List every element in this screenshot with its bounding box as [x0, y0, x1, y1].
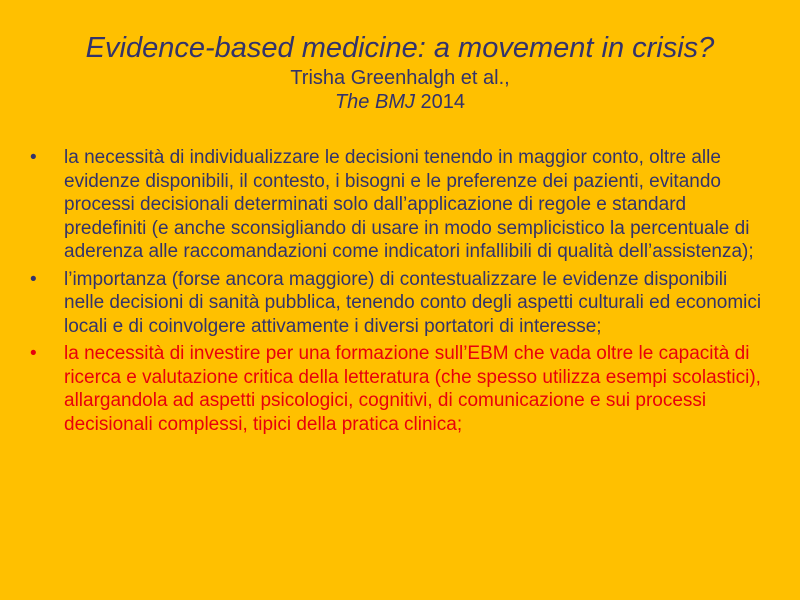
bullet-icon: •: [30, 343, 37, 364]
bullet-text: la necessità di individualizzare le decisioni tenendo in maggior conto, oltre alle evidenze disponibili, il contesto, i bisogni e le preferenze dei pazienti, evitando processi decisionali determinati solo dall’applicazione di regole e standard predefiniti (e anche sconsigliando di usare in modo semplicistico la percentuale di aderenza alle raccomandazioni come indicatori infallibili di qualità dell’assistenza);: [64, 147, 754, 262]
slide-title: Evidence-based medicine: a movement in crisis?: [85, 32, 715, 64]
bullet-item-training: [30, 342, 770, 436]
slide-authors: Trisha Greenhalgh et al.,: [290, 67, 510, 89]
bullet-item-individualize: [30, 146, 770, 264]
bullet-text: la necessità di investire per una formazione sull’EBM che vada oltre le capacità di ricerca e valutazione critica della letteratura (che spesso utilizza esempi scolastici), allargandola ad aspetti psicologici, cognitivi, di comunicazione e sui processi decisionali complessi, tipici della pratica clinica;: [64, 343, 761, 435]
bullet-icon: •: [30, 147, 37, 168]
bullet-item-contextualize: [30, 268, 770, 339]
bullet-list: [30, 146, 770, 440]
bullet-text: l’importanza (forse ancora maggiore) di contestualizzare le evidenze disponibili nelle decisioni di sanità pubblica, tenendo conto degli aspetti culturali ed economici locali e di coinvolgere attivamente i diversi portatori di interesse;: [64, 268, 762, 337]
slide-citation: [0, 90, 800, 114]
journal-name: The BMJ: [334, 91, 415, 113]
bullet-icon: •: [30, 268, 37, 290]
publication-year: 2014: [414, 91, 466, 113]
slide-title-block: [0, 30, 800, 114]
